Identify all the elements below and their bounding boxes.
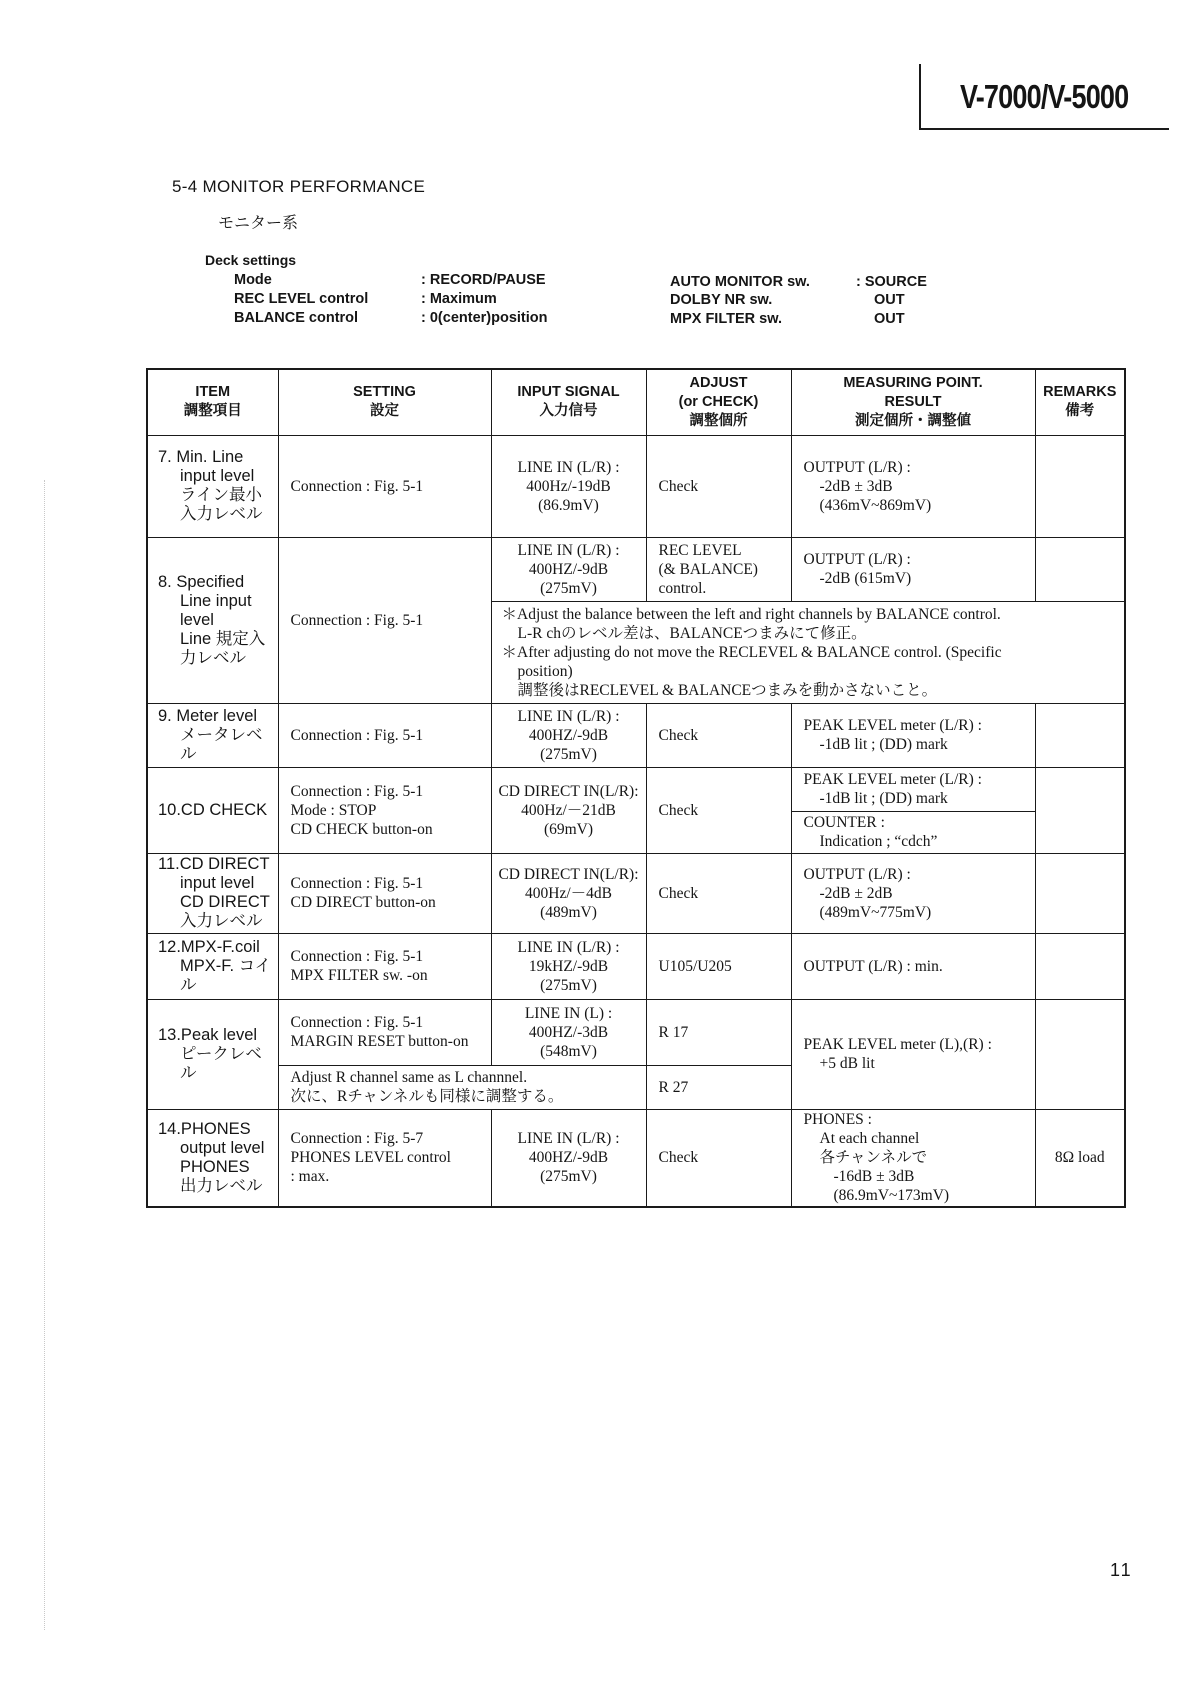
section-title: 5-4 MONITOR PERFORMANCE (172, 177, 426, 196)
deck-left-label: BALANCE control (234, 310, 359, 326)
adjust-cell: Check (646, 767, 791, 853)
table-row (147, 435, 1125, 537)
adjust-cell: U105/U205 (646, 933, 791, 999)
deck-right-value: OUT (874, 292, 905, 308)
measure-cell: OUTPUT (L/R) : -2dB (615mV) (791, 537, 1035, 601)
deck-right-value: : SOURCE (856, 274, 927, 290)
table-row (147, 1109, 1125, 1207)
item-cell: 8. Specified Line input level Line 規定入 力レベル (147, 537, 278, 703)
table-header-row (147, 369, 1125, 435)
header-adjust: ADJUST (or CHECK) 調整個所 (646, 369, 791, 435)
item-cell: 13.Peak level ピークレベ ル (147, 999, 278, 1109)
setting-note-cell: Adjust R channel same as L channnel. 次に、Rチャンネルも同様に調整する。 (278, 1065, 646, 1109)
measure-cell: PEAK LEVEL meter (L),(R) : +5 dB lit (791, 999, 1035, 1109)
adjust-cell: Check (646, 853, 791, 933)
input-signal-cell: LINE IN (L/R) : 400HZ/-9dB (275mV) (491, 1109, 646, 1207)
header-measuring-point: MEASURING POINT. RESULT 測定個所・調整値 (791, 369, 1035, 435)
measure-cell: OUTPUT (L/R) : -2dB ± 2dB (489mV~775mV) (791, 853, 1035, 933)
input-signal-cell: LINE IN (L/R) : 400HZ/-9dB (275mV) (491, 703, 646, 767)
header-item: ITEM 調整項目 (147, 369, 278, 435)
measure-cell: PEAK LEVEL meter (L/R) : -1dB lit ; (DD) mark (791, 767, 1035, 811)
input-signal-cell: LINE IN (L/R) : 400HZ/-9dB (275mV) (491, 537, 646, 601)
table-row (147, 853, 1125, 933)
setting-cell: Connection : Fig. 5-1 (278, 537, 491, 703)
remarks-cell (1035, 537, 1125, 601)
setting-cell: Connection : Fig. 5-1 Mode : STOP CD CHECK button-on (278, 767, 491, 853)
adjust-cell: Check (646, 1109, 791, 1207)
remarks-cell (1035, 435, 1125, 537)
table-row (147, 537, 1125, 601)
header-rule-vertical (919, 64, 921, 130)
note-cell: ＊Adjust the balance between the left and right channels by BALANCE control. L-R chのレベル差は、BALANCEつまみにて修正。 ＊After adjusting do not move the RECLEVEL & BALANCE control. (Specific position) 調整後はRECLEVEL & BALANCEつまみを動かさないこと。 (491, 601, 1125, 703)
item-cell: 9. Meter level メータレベ ル (147, 703, 278, 767)
setting-cell: Connection : Fig. 5-1 CD DIRECT button-on (278, 853, 491, 933)
item-cell: 11.CD DIRECT input level CD DIRECT 入力レベル (147, 853, 278, 933)
adjust-cell: REC LEVEL (& BALANCE) control. (646, 537, 791, 601)
setting-cell: Connection : Fig. 5-1 MARGIN RESET button-on (278, 999, 491, 1065)
remarks-cell (1035, 933, 1125, 999)
setting-cell: Connection : Fig. 5-1 (278, 435, 491, 537)
remarks-cell (1035, 999, 1125, 1109)
deck-left-value: : RECORD/PAUSE (421, 272, 546, 288)
deck-right-label: AUTO MONITOR sw. (670, 274, 810, 290)
adjust-cell: R 17 (646, 999, 791, 1065)
item-cell: 7. Min. Line input level ライン最小 入力レベル (147, 435, 278, 537)
item-cell: 12.MPX-F.coil MPX-F. コイル (147, 933, 278, 999)
model-title: V-7000/V-5000 (960, 78, 1129, 115)
input-signal-cell: CD DIRECT IN(L/R): 400Hz/－4dB (489mV) (491, 853, 646, 933)
input-signal-cell: LINE IN (L/R) : 19kHZ/-9dB (275mV) (491, 933, 646, 999)
remarks-cell: 8Ω load (1035, 1109, 1125, 1207)
input-signal-cell: CD DIRECT IN(L/R): 400Hz/－21dB (69mV) (491, 767, 646, 853)
measure-cell: OUTPUT (L/R) : -2dB ± 3dB (436mV~869mV) (791, 435, 1035, 537)
setting-cell: Connection : Fig. 5-1 MPX FILTER sw. -on (278, 933, 491, 999)
table-row (147, 767, 1125, 811)
setting-cell: Connection : Fig. 5-7 PHONES LEVEL control : max. (278, 1109, 491, 1207)
deck-left-label: REC LEVEL control (234, 291, 369, 307)
input-signal-cell: LINE IN (L) : 400HZ/-3dB (548mV) (491, 999, 646, 1065)
deck-left-value: : Maximum (421, 291, 497, 307)
page-number: 11 (1110, 1560, 1133, 1580)
measure-cell: OUTPUT (L/R) : min. (791, 933, 1035, 999)
measure-cell: PHONES : At each channel 各チャンネルで -16dB ± 3dB (86.9mV~173mV) (791, 1109, 1035, 1207)
adjustment-table (146, 368, 1126, 1208)
header-setting: SETTING 設定 (278, 369, 491, 435)
adjust-cell: Check (646, 703, 791, 767)
remarks-cell (1035, 853, 1125, 933)
binding-margin (44, 480, 47, 1630)
input-signal-cell: LINE IN (L/R) : 400Hz/-19dB (86.9mV) (491, 435, 646, 537)
remarks-cell (1035, 703, 1125, 767)
deck-settings-heading: Deck settings (205, 252, 297, 268)
deck-right-value: OUT (874, 311, 905, 327)
adjust-cell: Check (646, 435, 791, 537)
table-row (147, 933, 1125, 999)
item-cell: 14.PHONES output level PHONES 出力レベル (147, 1109, 278, 1207)
header-input-signal: INPUT SIGNAL 入力信号 (491, 369, 646, 435)
item-cell: 10.CD CHECK (147, 767, 278, 853)
deck-left-label: Mode (234, 272, 272, 288)
table-row (147, 999, 1125, 1065)
header-remarks: REMARKS 備考 (1035, 369, 1125, 435)
adjust-cell: R 27 (646, 1065, 791, 1109)
setting-cell: Connection : Fig. 5-1 (278, 703, 491, 767)
section-subtitle: モニター系 (218, 215, 299, 232)
deck-right-label: MPX FILTER sw. (670, 311, 782, 327)
remarks-cell (1035, 767, 1125, 853)
header-rule-horizontal (919, 128, 1169, 130)
deck-left-value: : 0(center)position (421, 310, 548, 326)
table-row (147, 703, 1125, 767)
measure-cell: PEAK LEVEL meter (L/R) : -1dB lit ; (DD) mark (791, 703, 1035, 767)
deck-right-label: DOLBY NR sw. (670, 292, 773, 308)
measure-cell: COUNTER : Indication ; “cdch” (791, 811, 1035, 853)
